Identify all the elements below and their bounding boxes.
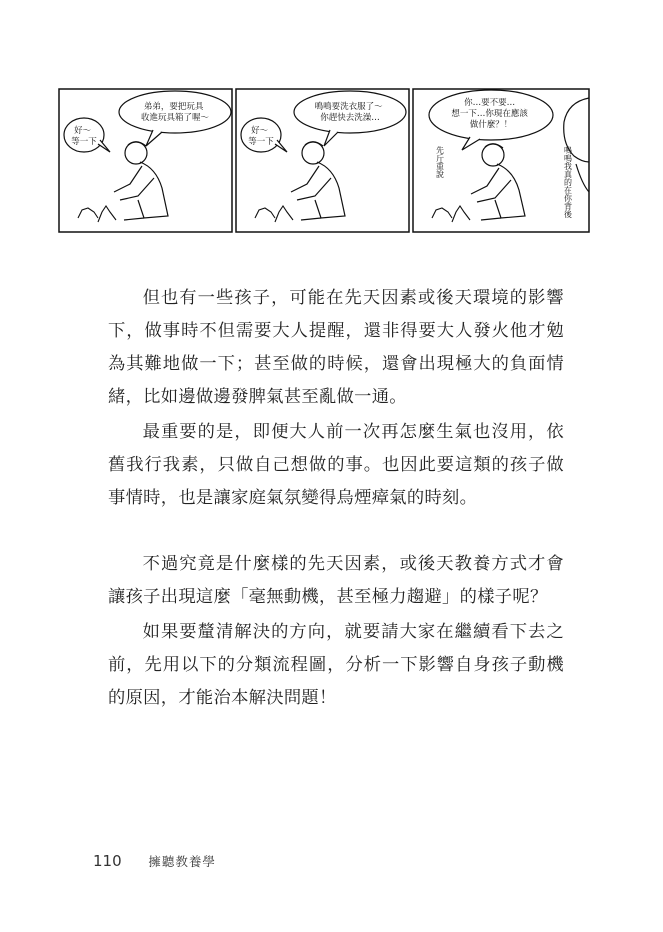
panel2-adult-bubble — [294, 91, 406, 146]
panel1-toy-dinosaurs — [78, 206, 116, 222]
panel1-adult-line-2: 收進玩具箱了喔～ — [140, 113, 210, 123]
panel2-child-line-1: 好～ — [251, 126, 269, 136]
panel2-kneeling-child — [291, 142, 345, 220]
panel2-adult-line-1: 鳴鳴要洗衣服了～ — [314, 102, 383, 112]
book-title: 擁聽教養學 — [148, 854, 216, 869]
panel2-child-bubble — [241, 118, 287, 152]
panel3-adult-line-3: 做什麼？！ — [469, 120, 513, 130]
paragraph-2: 最重要的是，即便大人前一次再怎麼生氣也沒用，依舊我行我素，只做自己想做的事。也因此要這類的孩子做事情時，也是讓家庭氣氛變得烏煙瘴氣的時刻。 — [108, 422, 564, 508]
panel2-child-line-2: 等一下 — [248, 137, 274, 147]
panel3-toy-dinosaurs — [432, 206, 470, 222]
body-text-block-2 — [108, 548, 564, 715]
panel1-child-bubble — [64, 118, 110, 152]
paragraph-3: 不過究竟是什麼樣的先天因素，或後天教養方式才會讓孩子出現這麼「毫無動機，甚至極力趨避」的樣子呢？ — [108, 554, 564, 607]
paragraph-4: 如果要釐清解決的方向，就要請大家在繼續看下去之前，先用以下的分類流程圖，分析一下影響自身孩子動機的原因，才能治本解決問題！ — [108, 622, 564, 708]
paragraph-1: 但也有一些孩子，可能在先天因素或後天環境的影響下，做事時不但需要大人提醒，還非得要大人發火他才勉為其難地做一下；甚至做的時候，還會出現極大的負面情緒，比如邊做邊發脾氣甚至亂做一通。 — [108, 288, 564, 407]
panel3-adult-line-1: 你…要不要… — [464, 98, 516, 108]
comic-svg — [58, 88, 591, 234]
panel3-side-note-right-text: 鳴鳴我真的在你背後 — [563, 146, 573, 218]
page-footer — [93, 852, 216, 870]
panel3-adult-bubble — [429, 90, 553, 150]
panel1-adult-line-1: 弟弟，要把玩具 — [143, 102, 204, 112]
body-text-block-1 — [108, 282, 564, 515]
panel3-side-note-left-text: 先斤重說 — [435, 146, 445, 178]
panel2-toy-dinosaurs — [255, 206, 293, 222]
panel3-kneeling-child — [471, 144, 525, 220]
panel1-child-line-2: 等一下 — [71, 137, 97, 147]
comic-strip — [58, 88, 591, 234]
page-number: 110 — [93, 852, 122, 870]
panel1-kneeling-child — [114, 142, 168, 220]
panel3-adult-line-2: 想一下…你現在應該 — [451, 109, 528, 119]
panel3-side-note-right — [563, 145, 573, 219]
panel3-side-note-left — [436, 145, 445, 179]
panel1-adult-bubble — [119, 91, 231, 146]
panel1-child-line-1: 好～ — [74, 126, 92, 136]
panel2-adult-line-2: 你趕快去洗澡… — [320, 113, 380, 123]
